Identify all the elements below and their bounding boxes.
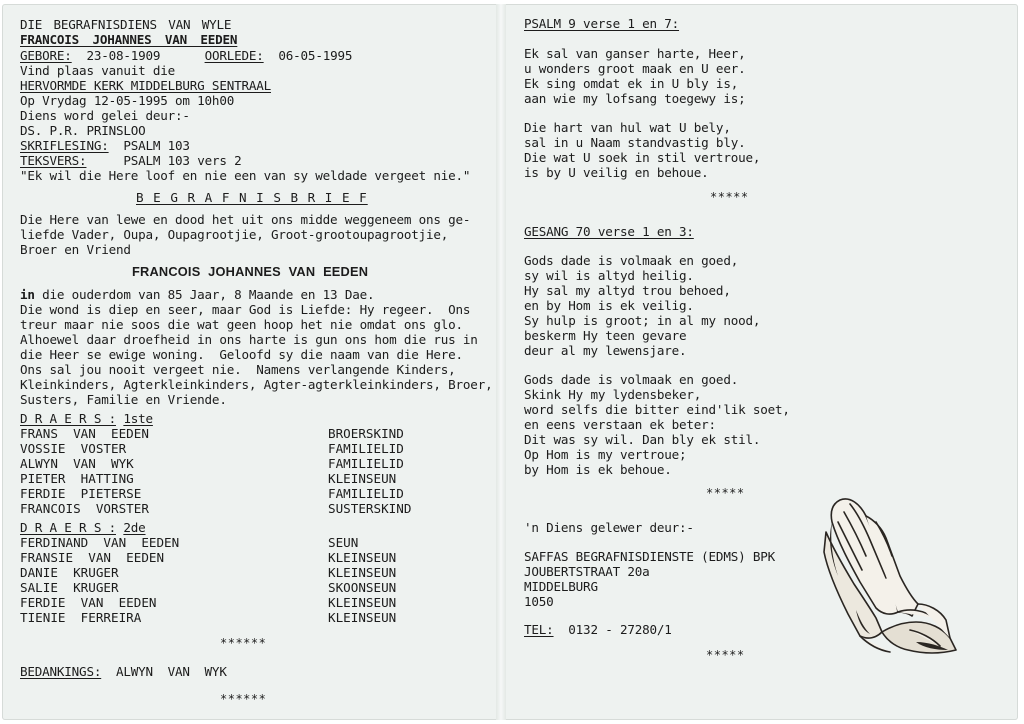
tel-label: TEL: <box>524 622 554 637</box>
birth-death-line <box>20 48 352 63</box>
bearer-name: TIENIE FERREIRA <box>20 610 142 625</box>
bearer-relation: SKOONSEUN <box>328 580 397 595</box>
bearer-relation: KLEINSEUN <box>328 471 397 486</box>
gesang-line: Hy sal my altyd trou behoed, <box>524 283 731 298</box>
reading: PSALM 103 <box>123 138 190 153</box>
telephone-line <box>524 622 672 637</box>
venue: HERVORMDE KERK MIDDELBURG SENTRAAL <box>20 78 271 93</box>
reading-label: SKRIFLESING: <box>20 138 109 153</box>
gesang-line: Sy hulp is groot; in al my nood, <box>524 313 761 328</box>
body-line: Susters, Familie en Vriende. <box>20 392 227 407</box>
died-label: OORLEDE: <box>204 48 264 63</box>
body-line: Alhoewel daar droefheid in ons harte is gun ons hom die rus in <box>20 332 478 347</box>
separator-stars: ***** <box>706 486 745 500</box>
born-date: 23-08-1909 <box>86 48 161 63</box>
bearer-name: FERDIE VAN EEDEN <box>20 595 157 610</box>
psalm-line: Ek sal van ganser harte, Heer, <box>524 46 746 61</box>
age-line-first-word: in <box>20 287 35 302</box>
bearer-name: DANIE KRUGER <box>20 565 119 580</box>
page-fold <box>496 4 506 720</box>
gesang-heading: GESANG 70 verse 1 en 3: <box>524 224 694 239</box>
bearer-relation: FAMILIELID <box>328 441 404 456</box>
telephone-number: 0132 - 27280/1 <box>568 622 672 637</box>
bearers-1-label: D R A E R S : <box>20 411 116 426</box>
deceased-name-header: FRANCOIS JOHANNES VAN EEDEN <box>20 32 238 47</box>
body-line: treur maar nie soos die wat geen hoop het nie omdat ons glo. <box>20 317 463 332</box>
body-line: die Heer se ewige woning. Geloofd sy die naam van die Here. <box>20 347 463 362</box>
bearer-relation: KLEINSEUN <box>328 610 397 625</box>
bearer-relation: FAMILIELID <box>328 486 404 501</box>
died-date: 06-05-1995 <box>278 48 353 63</box>
gesang-line: by Hom is ek behoue. <box>524 462 672 477</box>
bearer-name: FERDIE PIETERSE <box>20 486 142 501</box>
bearer-name: FRANS VAN EEDEN <box>20 426 149 441</box>
gesang-line: sy wil is altyd heilig. <box>524 268 694 283</box>
bearer-name: PIETER HATTING <box>20 471 134 486</box>
gesang-line: Dit was sy wil. Dan bly ek stil. <box>524 432 761 447</box>
service-header: DIE BEGRAFNISDIENS VAN WYLE <box>20 17 232 32</box>
psalm-line: aan wie my lofsang toegewy is; <box>524 91 746 106</box>
thanks-line <box>20 664 227 679</box>
body-line: Kleinkinders, Agterkleinkinders, Agter-agterkleinkinders, Broer, <box>20 377 493 392</box>
bearers-2-heading <box>20 520 146 535</box>
bearer-relation: SUSTERSKIND <box>328 501 412 516</box>
gesang-line: word selfs die bitter eind'lik soet, <box>524 402 790 417</box>
text-quote: "Ek wil die Here loof en nie een van sy weldade vergeet nie." <box>20 168 471 183</box>
psalm-line: Die hart van hul wat U bely, <box>524 120 731 135</box>
psalm-line: Die wat U soek in stil vertroue, <box>524 150 761 165</box>
bearer-relation: KLEINSEUN <box>328 565 397 580</box>
separator-stars: ****** <box>220 636 267 650</box>
bearer-relation: KLEINSEUN <box>328 595 397 610</box>
gesang-line: Op Hom is my vertroue; <box>524 447 687 462</box>
gesang-line: Gods dade is volmaak en goed. <box>524 372 739 387</box>
intro-line: Broer en Vriend <box>20 242 131 257</box>
deceased-name: FRANCOIS JOHANNES VAN EEDEN <box>132 264 369 279</box>
bearers-2-label: D R A E R S : <box>20 520 116 535</box>
led-by-line: Diens word gelei deur:- <box>20 108 190 123</box>
service-provider-line: 'n Diens gelewer deur:- <box>524 520 694 535</box>
born-label: GEBORE: <box>20 48 72 63</box>
gesang-line: Gods dade is volmaak en goed, <box>524 253 739 268</box>
gesang-line: en eens verstaan ek beter: <box>524 417 716 432</box>
bearer-relation: BROERSKIND <box>328 426 404 441</box>
text-line <box>20 153 242 168</box>
bearers-2-suffix: 2de <box>123 520 146 535</box>
psalm-line: Ek sing omdat ek in U bly is, <box>524 76 739 91</box>
intro-line: Die Here van lewe en dood het uit ons midde weggeneem ons ge- <box>20 212 471 227</box>
bearer-name: FRANSIE VAN EEDEN <box>20 550 165 565</box>
separator-stars: ***** <box>706 648 745 662</box>
bearer-name: ALWYN VAN WYK <box>20 456 134 471</box>
psalm-line: sal in u Naam standvastig bly. <box>524 135 746 150</box>
bearer-relation: FAMILIELID <box>328 456 404 471</box>
text-label: TEKSVERS: <box>20 153 87 168</box>
bearers-1-heading <box>20 411 153 426</box>
bearer-relation: SEUN <box>328 535 359 550</box>
psalm-line: u wonders groot maak en U eer. <box>524 61 746 76</box>
gesang-line: Skink Hy my lydensbeker, <box>524 387 702 402</box>
bearers-1-suffix: 1ste <box>123 411 153 426</box>
company-name: SAFFAS BEGRAFNISDIENSTE (EDMS) BPK <box>524 549 775 564</box>
intro-line: liefde Vader, Oupa, Oupagrootjie, Groot-grootoupagrootjie, <box>20 227 449 242</box>
letter-title: B E G R A F N I S B R I E F <box>136 190 368 205</box>
funeral-programme-sheet <box>2 4 1018 720</box>
psalm-line: is by U veilig en behoue. <box>524 165 709 180</box>
bearer-name: VOSSIE VOSTER <box>20 441 127 456</box>
thanks-name: ALWYN VAN WYK <box>115 664 227 679</box>
company-street: JOUBERTSTRAAT 20a <box>524 564 650 579</box>
bearer-relation: KLEINSEUN <box>328 550 397 565</box>
venue-intro: Vind plaas vanuit die <box>20 63 176 78</box>
body-line: Die wond is diep en seer, maar God is Liefde: Hy regeer. Ons <box>20 302 471 317</box>
age-line-rest: die ouderdom van 85 Jaar, 8 Maande en 13 Dae. <box>34 287 375 302</box>
gesang-line: deur al my lewensjare. <box>524 343 687 358</box>
text-reference: PSALM 103 vers 2 <box>123 153 242 168</box>
left-page <box>2 4 496 720</box>
age-line <box>20 287 374 302</box>
psalm-heading: PSALM 9 verse 1 en 7: <box>524 16 680 31</box>
minister: DS. P.R. PRINSLOO <box>20 123 146 138</box>
body-line: Ons sal jou nooit vergeet nie. Namens verlangende Kinders, <box>20 362 456 377</box>
thanks-label: BEDANKINGS: <box>20 664 102 679</box>
separator-stars: ***** <box>710 190 749 204</box>
company-town: MIDDELBURG <box>524 579 598 594</box>
gesang-line: en by Hom is ek veilig. <box>524 298 694 313</box>
praying-hands-icon <box>820 492 960 662</box>
service-date: Op Vrydag 12-05-1995 om 10h00 <box>20 93 235 108</box>
separator-stars: ****** <box>220 692 267 706</box>
reading-line <box>20 138 190 153</box>
gesang-line: beskerm Hy teen gevare <box>524 328 687 343</box>
bearer-name: FERDINAND VAN EEDEN <box>20 535 180 550</box>
company-postcode: 1050 <box>524 594 554 609</box>
bearer-name: FRANCOIS VORSTER <box>20 501 149 516</box>
bearer-name: SALIE KRUGER <box>20 580 119 595</box>
